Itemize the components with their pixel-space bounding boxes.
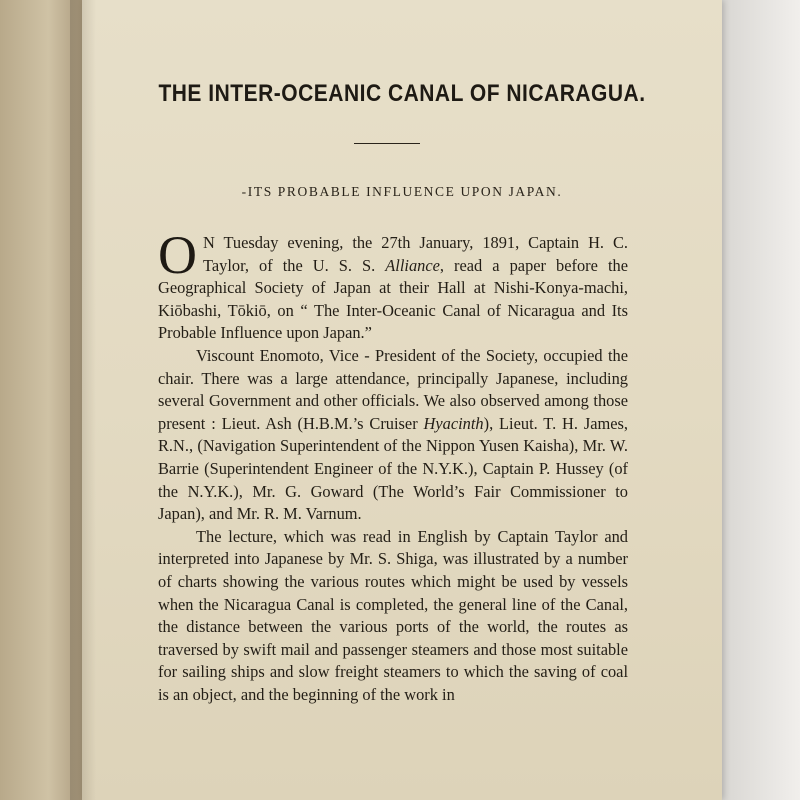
page-subtitle: -ITS PROBABLE INFLUENCE UPON JAPAN. — [241, 184, 563, 199]
spine-shadow — [70, 0, 96, 800]
article-body — [158, 225, 628, 706]
paragraph-2: Viscount Enomoto, Vice - President of the Society, occupied the chair. There was a large attendance, principally Japanese, including several Government and other officials. We also observed among those present : Lieut. Ash (H.B.M.’s Cruiser Hyacinth), Lieut. T. H. James, R.N., (Navigation Superintendent of the Nippon Yusen Kaisha), Mr. W. Barrie (Superintendent Engineer of the N.Y.K.), Captain P. Hussey (of the N.Y.K.), Mr. G. Goward (The World’s Fair Commissioner to Japan), and Mr. R. M. Varnum. — [158, 345, 628, 524]
background — [720, 0, 800, 800]
paragraph-3: The lecture, which was read in English by Captain Taylor and interpreted into Japanese by Mr. S. Shiga, was illustrated by a number of charts showing the various routes which might be used by vessels when the Nicaragua Canal is completed, the general line of the Canal, the distance between the various ports of the world, the routes as traversed by swift mail and passenger steamers and those most suitable for sailing ships and slow freight steamers to which the saving of coal is an object, and the beginning of the work in — [158, 526, 628, 704]
document-page — [82, 0, 722, 800]
paragraph-1: O N Tuesday evening, the 27th January, 1891, Captain H. C. Taylor, of the U. S. S. Alliance, read a paper before the Geographical Society of Japan at their Hall at Nishi-Konya-machi, Kiōbashi, Tōkiō, on “ The Inter-Oceanic Canal of Nicaragua and Its Probable Influence upon Japan.” — [158, 225, 628, 343]
page-title: THE INTER-OCEANIC CANAL OF NICARAGUA. — [158, 80, 646, 107]
title-divider — [354, 143, 420, 144]
drop-cap: O — [158, 225, 197, 285]
